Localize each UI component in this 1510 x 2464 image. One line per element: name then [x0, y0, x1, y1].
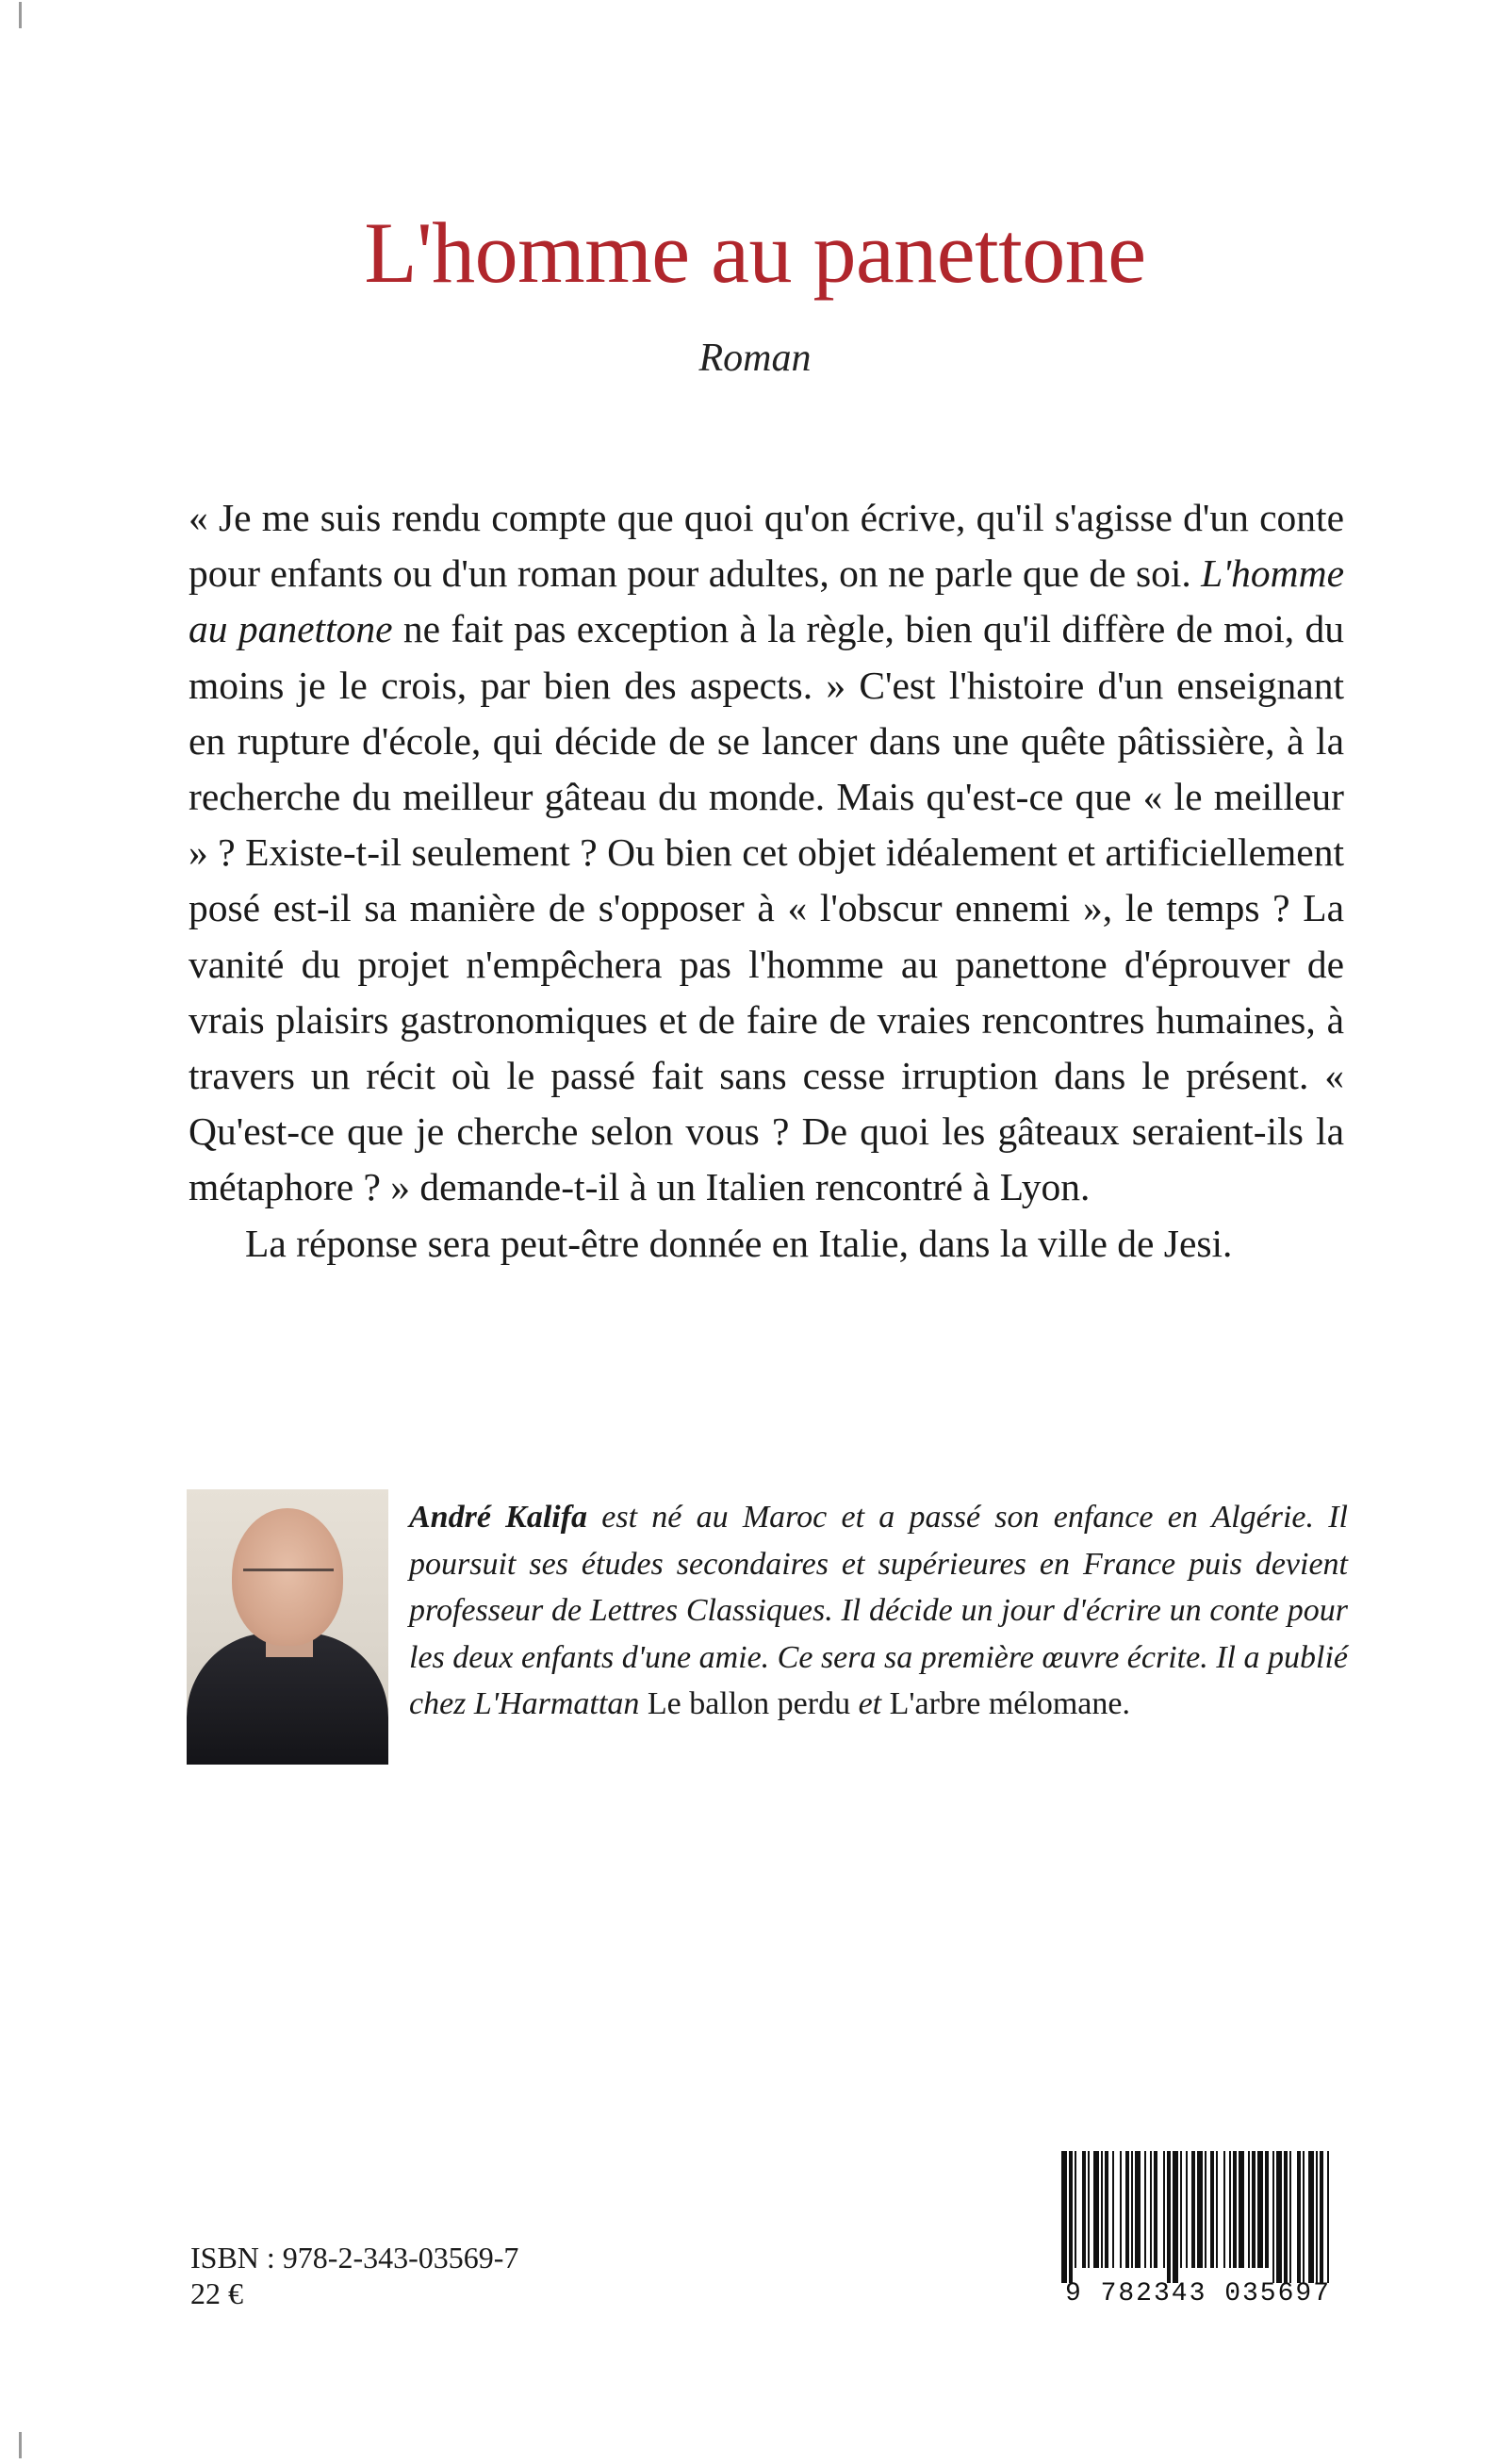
author-book-1: Le ballon perdu [647, 1686, 851, 1721]
book-genre: Roman [698, 337, 812, 380]
book-title: L'homme au panettone [364, 205, 1146, 301]
crop-mark-bottom [19, 2432, 22, 2458]
barcode [1048, 2145, 1348, 2306]
blurb-closing: La réponse sera peut-être donnée en Italie, dans la ville de Jesi. [245, 1221, 1233, 1265]
blurb-quote-title: L'homme au panettone [189, 551, 1344, 651]
author-name: André Kalifa [409, 1500, 588, 1535]
blurb-quote-end: ne fait pas exception à la règle, bien qu'il diffère de moi, du moins je le crois, par bien des aspects. » C'est l'histoire d'un enseignant en rupture d'école, qui décide de se lancer dans une quête pâtissière, à la recherche du meilleur gâteau du monde. Mais qu'est-ce que « le meilleur » ? Existe-t-il seulement ? Ou bien cet objet idéalement et artificiellement posé est-il sa manière de s'opposer à « l'obscur ennemi », le temps ? La vanité du projet n'empêchera pas l'homme au panettone d'éprouver de vrais plaisirs gastronomiques et de faire de vraies rencontres humaines, à travers un récit où le passé fait sans cesse irruption dans le présent. « Qu'est-ce que je cherche selon vous ? De quoi les gâteaux seraient-ils la métaphore ? » demande-t-il à un Italien rencontré à Lyon. [189, 607, 1344, 1209]
isbn-number: ISBN : 978-2-343-03569-7 [190, 2241, 519, 2275]
author-book-2: L'arbre mélomane. [889, 1686, 1130, 1721]
blurb-paragraph [189, 490, 1344, 1216]
back-cover-blurb [189, 490, 1344, 1272]
isbn-block [190, 2240, 518, 2311]
author-bio [409, 1494, 1348, 1728]
blurb-quote-start: « Je me suis rendu compte que quoi qu'on écrive, qu'il s'agisse d'un conte pour enfants ou d'un roman pour adultes, on ne parle que de soi. [189, 496, 1344, 596]
price: 22 € [190, 2276, 243, 2310]
barcode-digits: 9 782343 035697 [1064, 2279, 1332, 2306]
author-bio-connector: et [850, 1686, 890, 1721]
author-bio-text: est né au Maroc et a passé son enfance en Algérie. Il poursuit ses études secondaires et supérieures en France puis devient professeur de Lettres Classiques. Il décide un jour d'écrire un conte pour les deux enfants d'une amie. Ce sera sa première œuvre écrite. Il a publié chez L'Harmattan [409, 1500, 1348, 1721]
crop-mark-top [19, 2, 22, 28]
author-photo [187, 1489, 388, 1765]
